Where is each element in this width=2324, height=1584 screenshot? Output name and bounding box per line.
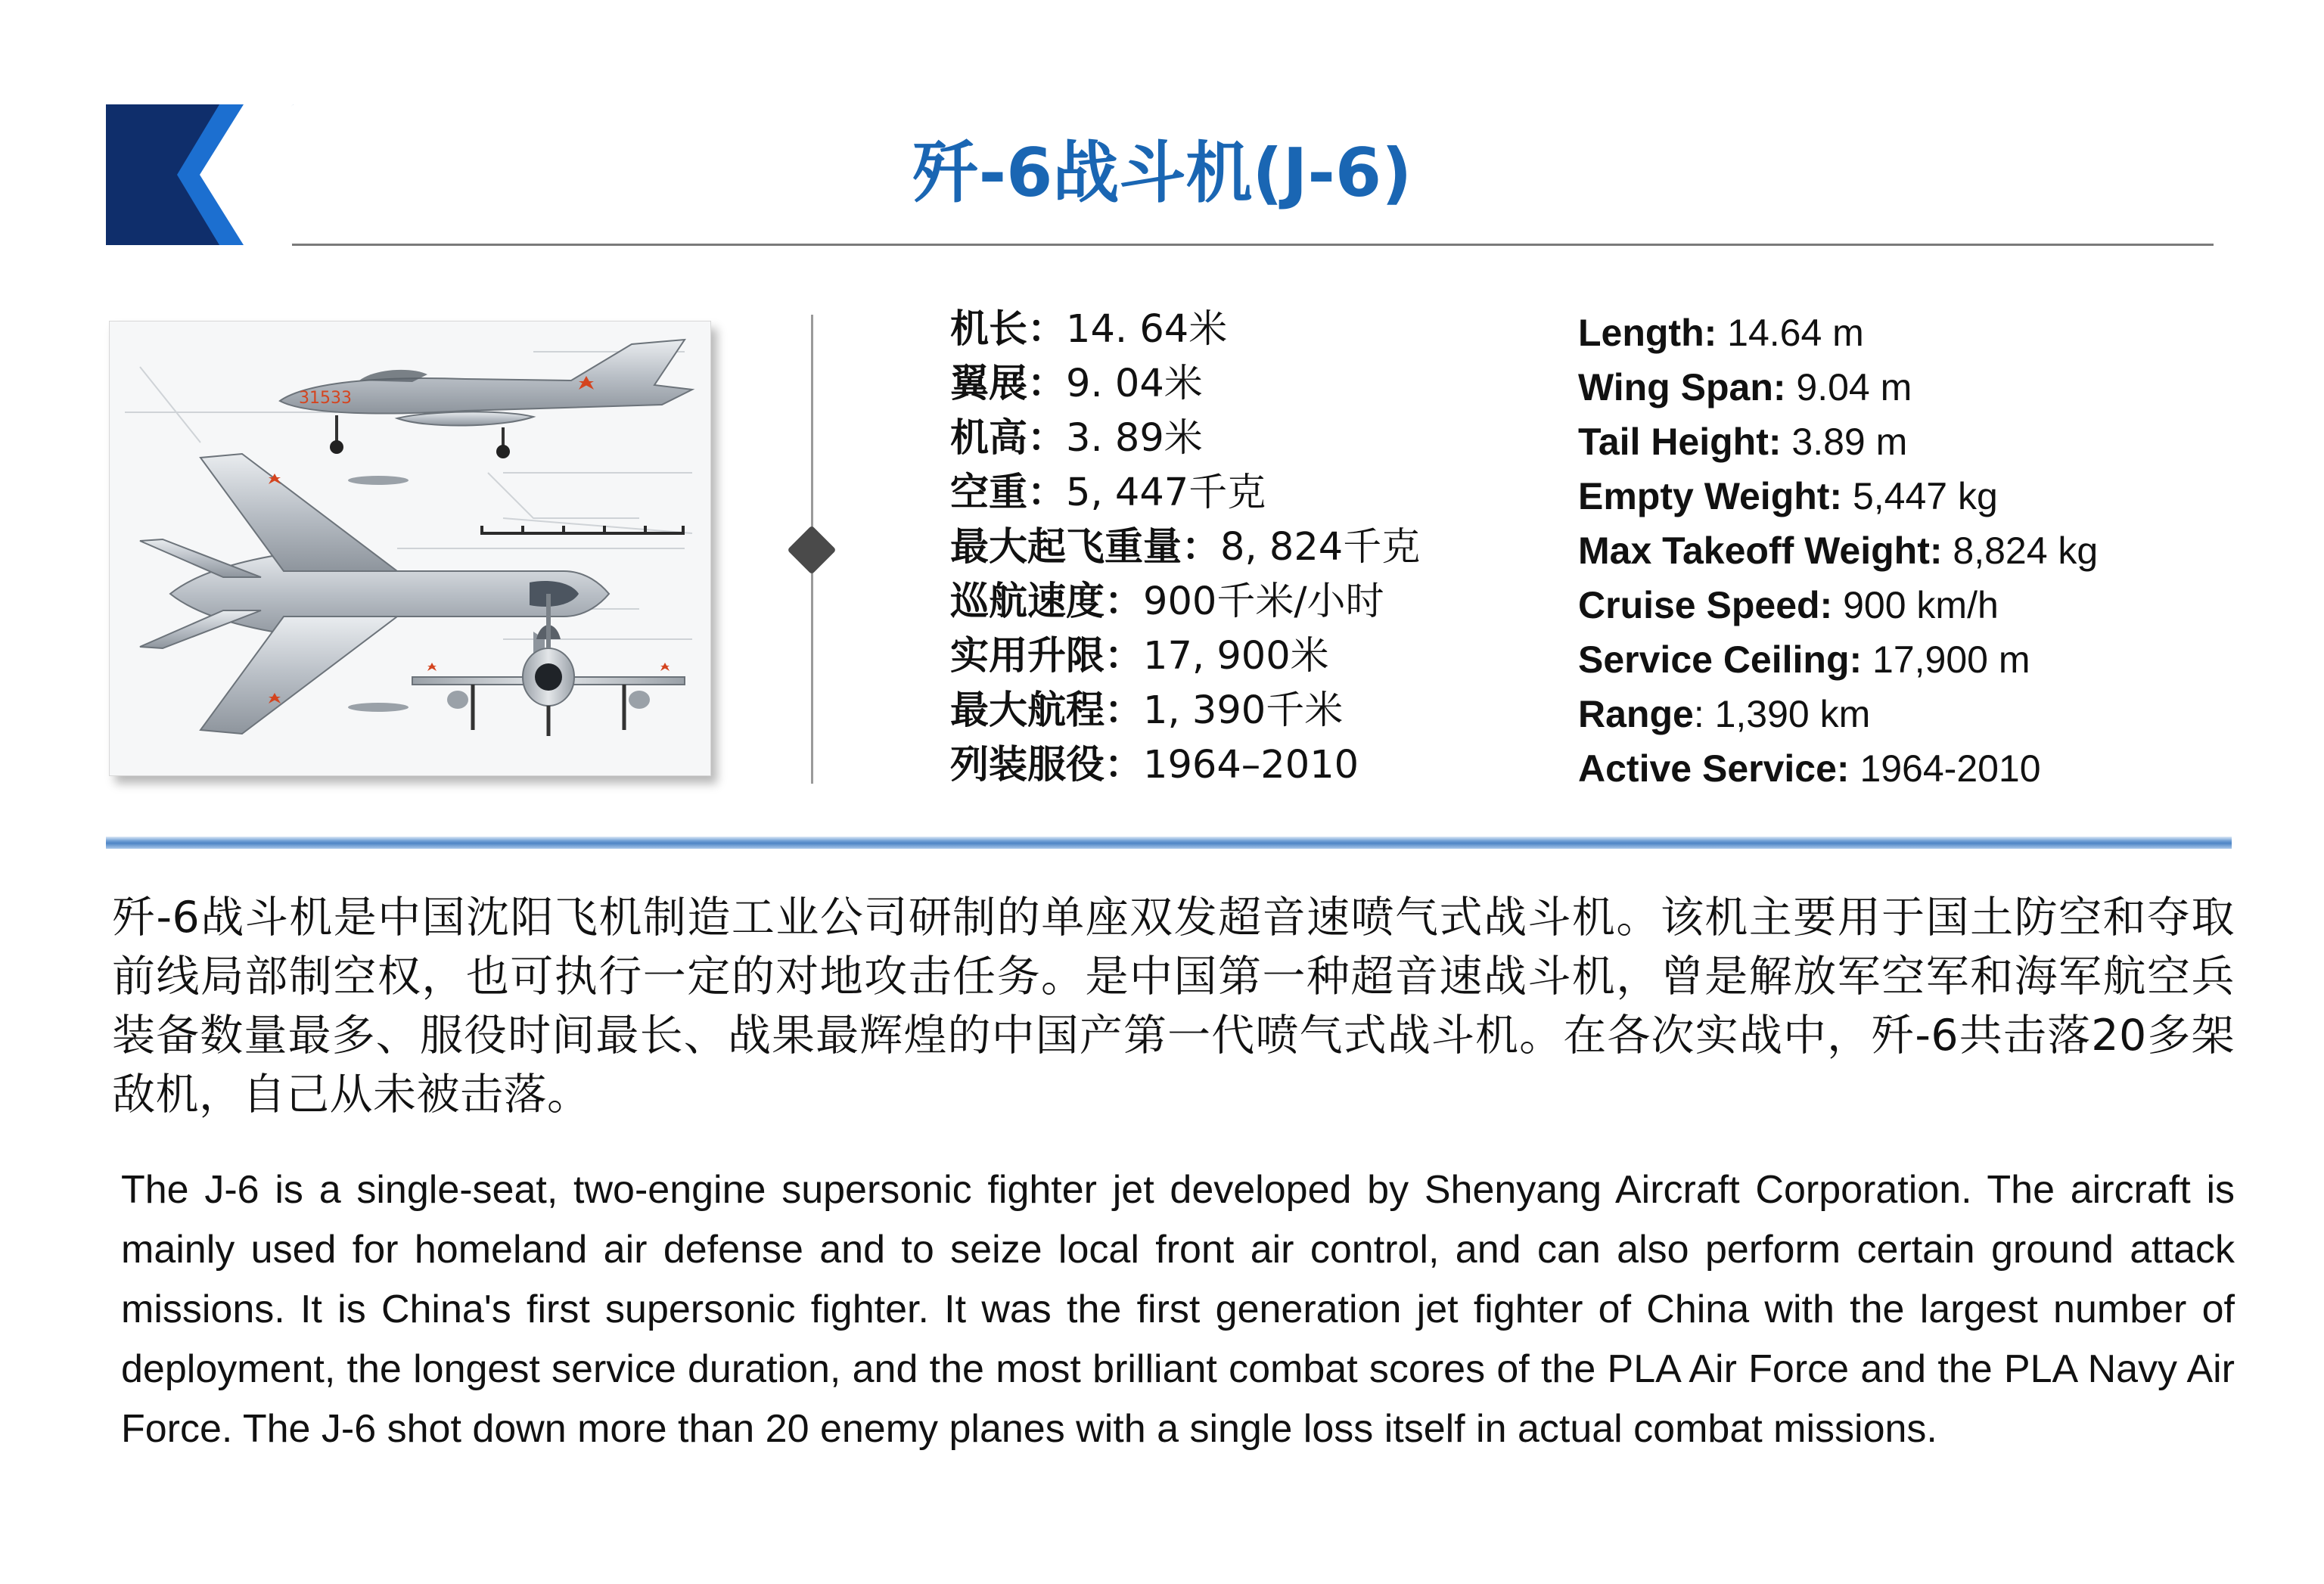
spec-item: Range: 1,390 km <box>1578 693 1871 735</box>
title-divider <box>292 244 2214 246</box>
spec-item: 最大起飞重量：8, 824千克 <box>950 525 1421 570</box>
description-en: The J-6 is a single-seat, two-engine supersonic fighter jet developed by Shenyang Aircraft Corporation. The aircraft is mainly used for homeland air defense and to seize local front air control, and can also perform certain ground attack missions. It is China's first supersonic fighter. It was the first generation jet fighter of China with the largest number of deployment, the longest service duration, and the most brilliant combat scores of the PLA Air Force and the PLA Navy Air Force. The J-6 shot down more than 20 enemy planes with a single loss itself in actual combat missions. <box>121 1168 2235 1451</box>
spec-item: 空重：5, 447千克 <box>950 471 1266 515</box>
spec-list-en <box>1578 306 2098 796</box>
spec-item: 实用升限：17, 900米 <box>950 634 1329 679</box>
spec-item: 最大航程：1, 390千米 <box>950 688 1344 733</box>
spec-item: 机长：14. 64米 <box>950 307 1228 352</box>
spec-list-cn <box>950 303 1420 793</box>
diamond-icon <box>787 525 836 574</box>
spec-item: 翼展：9. 04米 <box>950 362 1203 406</box>
spec-item: Tail Height: 3.89 m <box>1578 421 1908 463</box>
aircraft-illustration <box>109 321 711 776</box>
tail-number: 31533 <box>299 389 352 408</box>
spec-item: Length: 14.64 m <box>1578 312 1864 354</box>
spec-item: 列装服役：1964–2010 <box>950 743 1359 787</box>
spec-item: 机高：3. 89米 <box>950 416 1203 461</box>
spec-item: Active Service: 1964-2010 <box>1578 747 2041 790</box>
spec-item: Max Takeoff Weight: 8,824 kg <box>1578 530 2099 572</box>
spec-item: Service Ceiling: 17,900 m <box>1578 638 2030 681</box>
page-title: 歼-6战斗机(J-6) <box>912 134 1412 212</box>
spec-item: 巡航速度：900千米/小时 <box>950 579 1384 624</box>
spec-item: Empty Weight: 5,447 kg <box>1578 475 1998 517</box>
spec-item: Wing Span: 9.04 m <box>1578 366 1912 408</box>
description-cn: 歼-6战斗机是中国沈阳飞机制造工业公司研制的单座双发超音速喷气式战斗机。该机主要用于国土防空和夺取前线局部制空权，也可执行一定的对地攻击任务。是中国第一种超音速战斗机，曾是解放军空军和海军航空兵装备数量最多、服役时间最长、战果最辉煌的中国产第一代喷气式战斗机。在各次实战中，歼-6共击落20多架敌机，自己从未被击落。 <box>112 893 2235 1120</box>
spec-item: Cruise Speed: 900 km/h <box>1578 584 1999 626</box>
section-separator <box>106 837 2232 849</box>
